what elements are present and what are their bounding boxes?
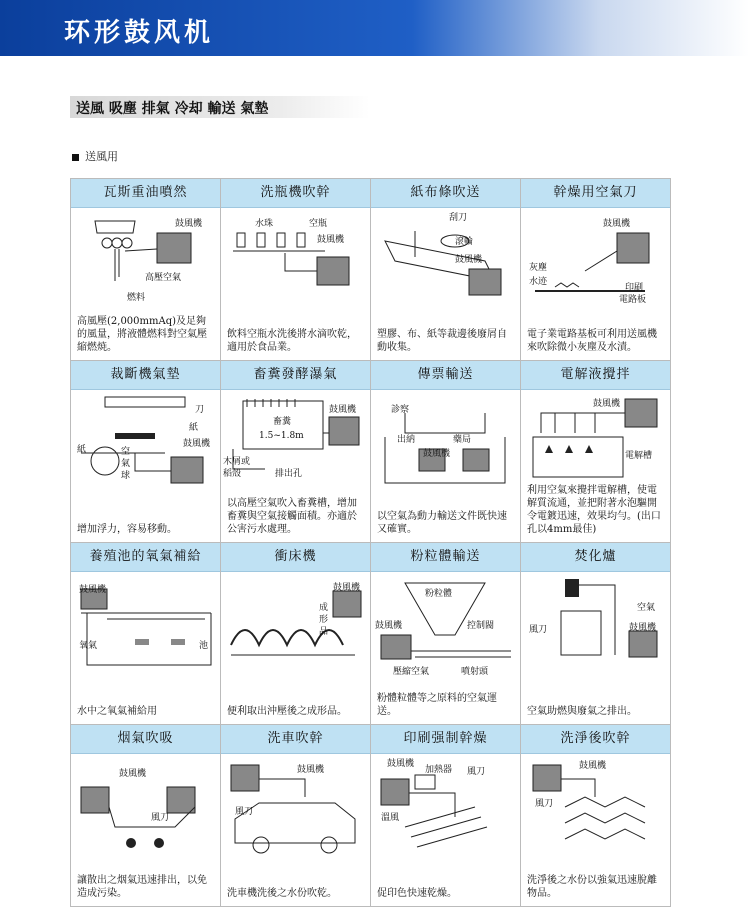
cell-title: 洗淨後吹幹 (521, 725, 670, 754)
label-nozzle: 噴射頭 (461, 667, 489, 677)
application-cell (221, 725, 371, 907)
cell-title: 衝床機 (221, 543, 370, 572)
application-cell (221, 361, 371, 543)
label-air-knife: 風刀 (467, 767, 486, 777)
cell-description: 塑膠、布、紙等裁邊後廢屑自動收集。 (377, 329, 507, 353)
label-air-2: 氣 (121, 459, 131, 469)
label-blower: 鼓風機 (317, 235, 345, 245)
label-blower: 鼓風機 (579, 761, 607, 771)
cell-description: 以高壓空氣吹入畜糞槽，增加畜糞與空氣接觸面積。亦適於公害污水處理。 (227, 498, 357, 535)
label-pond: 池 (199, 641, 209, 651)
applications-subtitle: 送風 吸塵 排氣 冷却 輸送 氣墊 (76, 101, 269, 117)
square-bullet-icon (72, 154, 79, 161)
section-label (72, 148, 118, 164)
section-label-text: 送風用 (85, 150, 118, 163)
label-paper-left: 紙 (77, 445, 87, 455)
label-knife: 刀 (195, 405, 205, 415)
label-control-valve: 控制閥 (467, 621, 495, 631)
cell-title: 焚化爐 (521, 543, 670, 572)
label-empty-bottle: 空瓶 (309, 219, 328, 229)
label-blower: 鼓風機 (297, 765, 325, 775)
application-cell (521, 543, 671, 725)
cell-title: 畜糞發酵瀑氣 (221, 361, 370, 390)
label-formed-1: 成 (319, 603, 329, 613)
label-blower: 鼓風機 (329, 405, 357, 415)
label-warm-air: 溫風 (381, 813, 400, 823)
cell-description: 空氣助燃與廢氣之排出。 (527, 706, 637, 717)
label-ball: 球 (121, 471, 131, 481)
label-air-knife: 風刀 (235, 807, 254, 817)
label-sawdust: 木屑或 (223, 457, 251, 467)
label-depth: 1.5~1.8m (259, 431, 304, 441)
label-paper: 紙 (189, 423, 199, 433)
label-electrolysis-tank: 電解槽 (625, 451, 653, 461)
application-cell (221, 179, 371, 361)
label-blower: 鼓風機 (629, 623, 657, 633)
cell-title: 裁斷機氣墊 (71, 361, 220, 390)
label-high-pressure-air: 高壓空氣 (145, 273, 182, 283)
label-formed-2: 形 (319, 615, 329, 625)
application-cell (371, 179, 521, 361)
label-water-drops: 水珠 (255, 219, 274, 229)
label-manure: 畜糞 (273, 417, 292, 427)
bottle-dryer-illustration (225, 211, 365, 311)
application-cell (371, 543, 521, 725)
cell-title: 瓦斯重油噴然 (71, 179, 220, 208)
label-dust: 灰塵 (529, 263, 548, 273)
label-blower: 鼓風機 (79, 585, 107, 595)
cell-description: 便利取出沖壓後之成形品。 (227, 706, 347, 717)
cell-description: 洗淨後之水份以強氣迅速脫離物品。 (527, 875, 657, 899)
label-scraper: 刮刀 (449, 213, 468, 223)
label-blower: 鼓風機 (175, 219, 203, 229)
label-blower: 鼓風機 (423, 449, 451, 459)
label-heater: 加熱器 (425, 765, 453, 775)
cell-description: 水中之氧氣補給用 (77, 706, 157, 717)
label-powder: 粉粒體 (425, 589, 453, 599)
application-cell (521, 725, 671, 907)
cell-description: 飲料空瓶水洗後將水滴吹乾，適用於食品業。 (227, 329, 357, 353)
cell-title: 烟氣吹吸 (71, 725, 220, 754)
application-cell (71, 725, 221, 907)
label-blower: 鼓風機 (593, 399, 621, 409)
label-rice-husk: 稻殼 (223, 469, 242, 479)
label-water-stain: 水迹 (529, 277, 548, 287)
cell-description: 粉體粒體等之原料的空氣運送。 (377, 693, 497, 717)
application-cell (71, 179, 221, 361)
label-oxygen: 氧氣 (79, 641, 98, 651)
application-cell (71, 361, 221, 543)
application-cell (221, 543, 371, 725)
cell-title: 粉粒體輸送 (371, 543, 520, 572)
application-cell (371, 725, 521, 907)
paper-strip-illustration (375, 211, 515, 311)
cell-title: 幹燥用空氣刀 (521, 179, 670, 208)
label-blower: 鼓風機 (603, 219, 631, 229)
label-pharmacy: 藥局 (453, 435, 472, 445)
cell-description: 高風壓(2,000mmAq)及足夠的風量，將液體燃料對空氣壓縮燃焼。 (77, 316, 207, 353)
cell-description: 以空氣為動力輸送文件既快速又確實。 (377, 511, 507, 535)
label-blower: 鼓風機 (119, 769, 147, 779)
label-air-knife: 風刀 (529, 625, 548, 635)
cell-title: 養殖池的氧氣補給 (71, 543, 220, 572)
cell-title: 傳票輸送 (371, 361, 520, 390)
label-outlet: 排出孔 (275, 469, 303, 479)
application-cell (521, 361, 671, 543)
cell-description: 洗車機洗後之水份吹乾。 (227, 888, 337, 899)
cell-title: 印刷强制幹燥 (371, 725, 520, 754)
cell-description: 利用空氣來攪拌電解槽，使電解質流通，並把附著水泡驅開令電鍍迅速，效果均勻。(出口孔以4mm最佳) (527, 485, 661, 535)
label-blower: 鼓風機 (387, 759, 415, 769)
label-blower: 鼓風機 (183, 439, 211, 449)
cell-title: 洗瓶機吹幹 (221, 179, 370, 208)
label-fuel: 燃料 (127, 293, 146, 303)
application-cell (71, 543, 221, 725)
cell-description: 讓散出之烟氣迅速排出，以免造成污染。 (77, 875, 207, 899)
label-circuit-board: 電路板 (619, 295, 647, 305)
label-formed-3: 品 (319, 627, 329, 637)
label-compressed-air: 壓縮空氣 (393, 667, 430, 677)
label-air-1: 空 (121, 447, 131, 457)
cell-description: 電子業電路基板可利用送風機來吹除微小灰塵及水漬。 (527, 329, 657, 353)
application-cell (371, 361, 521, 543)
label-blower: 鼓風機 (375, 621, 403, 631)
label-blower: 鼓風機 (455, 255, 483, 265)
application-grid (70, 178, 671, 907)
cell-title: 洗車吹幹 (221, 725, 370, 754)
cell-description: 增加浮力，容易移動。 (77, 524, 177, 535)
header-banner (0, 0, 749, 56)
label-cashier: 出納 (397, 435, 416, 445)
application-cell (521, 179, 671, 361)
label-air: 空氣 (637, 603, 656, 613)
label-roller: 滾輪 (455, 237, 474, 247)
label-printed: 印刷 (625, 283, 644, 293)
cell-description: 促印色快速乾燥。 (377, 888, 457, 899)
label-clinic: 診察 (391, 405, 410, 415)
cell-title: 電解液攪拌 (521, 361, 670, 390)
label-air-knife: 風刀 (151, 813, 170, 823)
label-air-knife: 風刀 (535, 799, 554, 809)
label-blower: 鼓風機 (333, 583, 361, 593)
page-title: 环形鼓风机 (64, 18, 215, 48)
cell-title: 紙布條吹送 (371, 179, 520, 208)
